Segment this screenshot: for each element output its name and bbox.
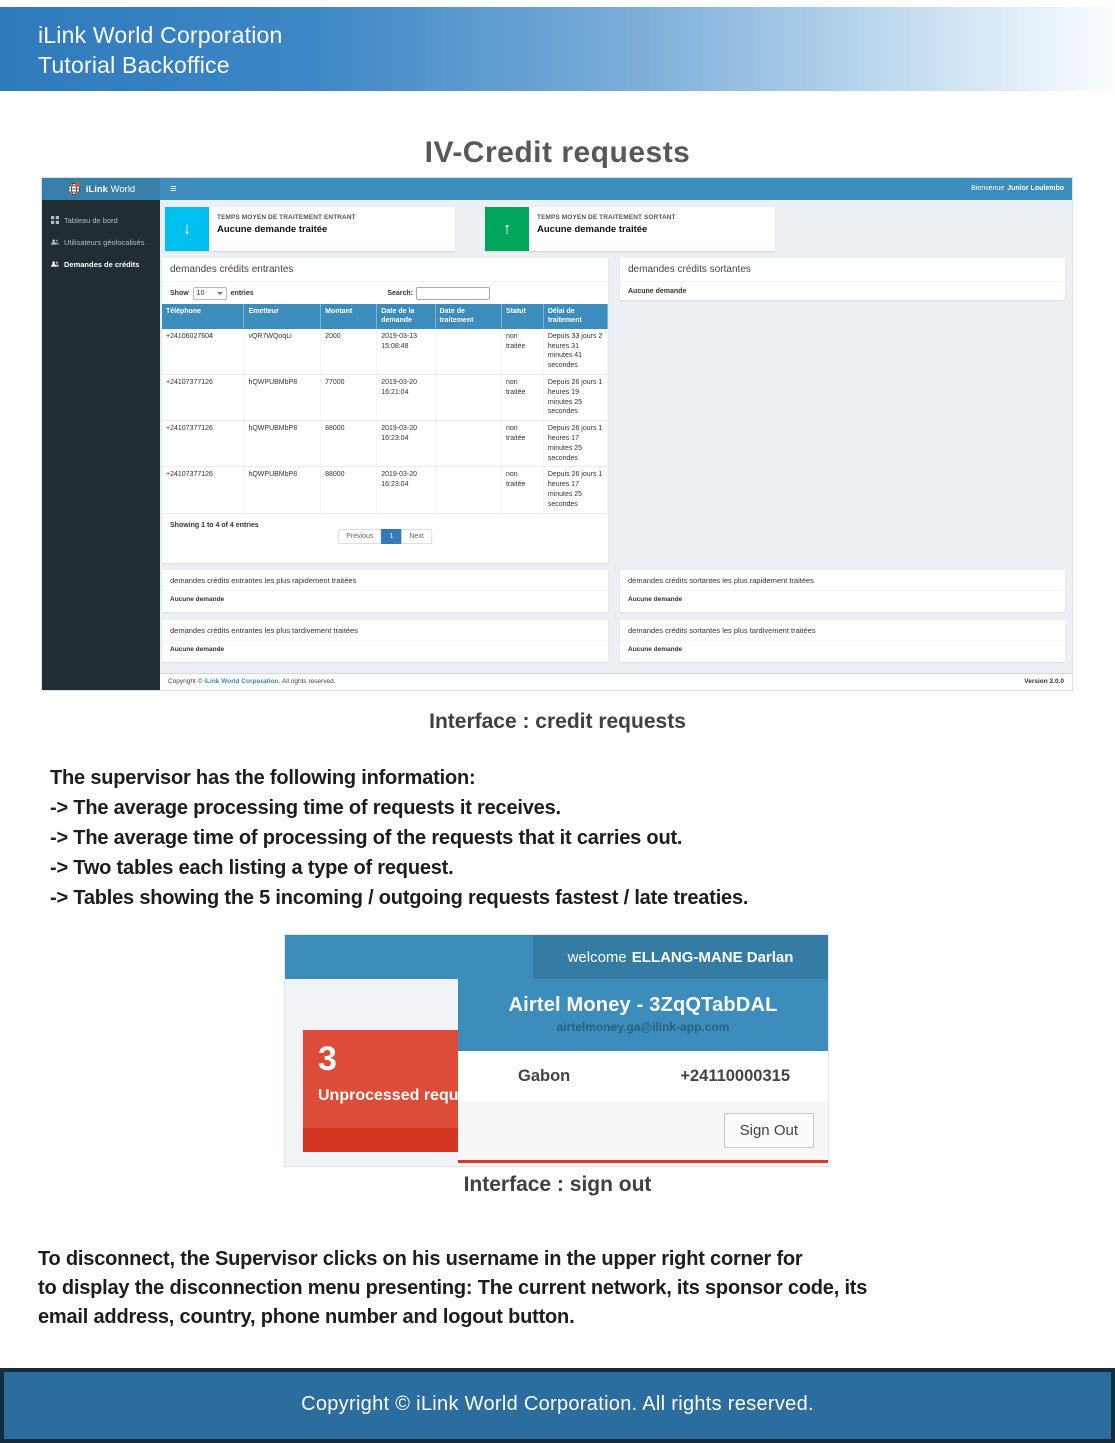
card-title: TEMPS MOYEN DE TRAITEMENT SORTANT [537, 214, 676, 221]
phone-number: +24110000315 [680, 1066, 790, 1085]
page-size-select[interactable]: 10 [193, 287, 227, 300]
previous-page-button[interactable]: Previous [338, 529, 381, 544]
user-welcome[interactable]: Bienvenue Junior Loulembo [971, 185, 1064, 192]
page-title: IV-Credit requests [424, 136, 691, 169]
empty-message: Aucune demande [170, 646, 225, 653]
card-value: Aucune demande traitée [217, 224, 328, 235]
dropdown-footer [458, 1101, 828, 1160]
column-header[interactable]: Téléphone [162, 304, 244, 329]
panel-title: demandes crédits entrantes les plus tardivement traitées [162, 620, 608, 641]
dashboard-icon [51, 216, 59, 224]
empty-message: Aucune demande [170, 596, 225, 603]
latest-incoming-panel [162, 620, 608, 662]
network-name: Airtel Money - 3ZqQTabDAL [508, 994, 778, 1016]
page-footer: Copyright © iLink World Corporation. All rights reserved. [0, 1368, 1115, 1443]
unprocessed-count: 3 [318, 1040, 337, 1078]
empty-message: Aucune demande [628, 288, 687, 295]
sign-out-button[interactable]: Sign Out [724, 1113, 814, 1148]
disconnect-paragraph: To disconnect, the Supervisor clicks on his username in the upper right corner for to display the disconnection menu presenting: The current network, its sponsor code, its email address, country, phone number and logout button. [38, 1248, 868, 1328]
signout-navbar [285, 935, 828, 979]
panel-title: demandes crédits sortantes les plus rapidement traitées [620, 570, 1065, 591]
fastest-incoming-panel [162, 570, 608, 612]
incoming-requests-table [162, 304, 608, 514]
column-header[interactable]: Délai de traitement [543, 304, 607, 329]
table-row: +24107377126 hQWPUBMbP8 77000 2019-03-20 16:21:04 non traitée Depuis 26 jours 1 heures 19 minutes 25 secondes [162, 375, 608, 421]
version-label: Version 2.0.0 [1024, 678, 1064, 685]
backoffice-navbar [42, 178, 1072, 200]
globe-icon [67, 182, 81, 196]
backoffice-screenshot [42, 178, 1072, 690]
column-header[interactable]: Statut [501, 304, 543, 329]
latest-outgoing-panel [620, 620, 1065, 662]
entries-label: entries [230, 290, 254, 297]
users-icon [51, 260, 59, 268]
app-logo[interactable] [42, 178, 160, 200]
screenshot1-caption: Interface : credit requests [429, 710, 686, 733]
card-value: Aucune demande traitée [537, 224, 648, 235]
search-group [387, 287, 490, 300]
menu-toggle-icon[interactable]: ≡ [170, 183, 177, 195]
dropdown-body [458, 1051, 828, 1101]
header-line2: Tutorial Backoffice [38, 52, 230, 78]
email-address: airtelmoney.ga@ilink-app.com [556, 1020, 730, 1034]
incoming-requests-panel [162, 258, 608, 563]
backoffice-footer: Copyright © iLink World Corporation. All rights reserved. Version 2.0.0 [160, 673, 1072, 690]
sidebar-item-tableau-de-bord[interactable]: Tableau de bord [42, 209, 160, 231]
sidebar [42, 200, 160, 690]
column-header[interactable]: Date de la demande [377, 304, 435, 329]
outgoing-requests-panel [620, 258, 1065, 300]
page-1-button[interactable]: 1 [381, 529, 401, 544]
header-line1: iLink World Corporation [38, 22, 283, 48]
dropdown-header [458, 979, 828, 1051]
table-row: +24106027604 vQR7WQoqLi 2000 2019-03-13 15:08:48 non traitée Depuis 33 jours 2 heures 31 minutes 41 secondes [162, 329, 608, 375]
search-input[interactable] [416, 287, 490, 300]
column-header[interactable]: Montant [321, 304, 377, 329]
corporation-link[interactable]: iLink World Corporation [204, 678, 279, 685]
supervisor-info-paragraph: The supervisor has the following information: -> The average processing time of requests it receives. -> The average time of processing of the requests that it carries out. -> Two tables each listing a type of request. -> Tables showing the 5 incoming / outgoing requests fastest / late treaties. [50, 767, 749, 909]
panel-title: demandes crédits sortantes les plus tardivement traitées [620, 620, 1065, 641]
card-title: TEMPS MOYEN DE TRAITEMENT ENTRANT [217, 214, 356, 221]
fastest-outgoing-panel [620, 570, 1065, 612]
panel-title: demandes crédits entrantes [162, 258, 608, 282]
unprocessed-label: Unprocessed requ [318, 1087, 459, 1104]
table-footer [162, 514, 608, 556]
panel-title: demandes crédits sortantes [620, 258, 1065, 282]
entries-summary: Showing 1 to 4 of 4 entries [170, 521, 259, 529]
arrow-down-icon: ↓ [165, 207, 209, 251]
arrow-up-icon: ↑ [485, 207, 529, 251]
user-menu-button[interactable]: welcome ELLANG-MANE Darlan [533, 935, 828, 979]
sidebar-item-demandes-de-credits[interactable]: Demandes de crédits [42, 253, 160, 275]
table-row: +24107377126 hQWPUBMbP8 88000 2019-03-20 16:23:04 non traitée Depuis 26 jours 1 heures 17 minutes 25 secondes [162, 421, 608, 467]
search-label: Search: [387, 290, 413, 297]
column-header[interactable]: Emetteur [244, 304, 321, 329]
empty-message: Aucune demande [628, 596, 683, 603]
show-label: Show [170, 290, 189, 297]
page-header [0, 7, 1115, 91]
country-label: Gabon [518, 1066, 571, 1085]
table-header-row [162, 304, 608, 329]
chevron-down-icon [217, 292, 223, 295]
sidebar-item-utilisateurs-geolocalises[interactable]: Utilisateurs géolocalisés [42, 231, 160, 253]
user-dropdown-menu [458, 979, 828, 1163]
table-controls [162, 282, 608, 304]
panel-title: demandes crédits entrantes les plus rapidement traitées [162, 570, 608, 591]
outgoing-time-card [485, 207, 775, 251]
pagination [338, 529, 432, 544]
screenshot2-caption: Interface : sign out [463, 1173, 652, 1196]
empty-message: Aucune demande [628, 646, 683, 653]
next-page-button[interactable]: Next [401, 529, 431, 544]
column-header[interactable]: Date de traitement [435, 304, 501, 329]
brand-text: iLink World [85, 183, 136, 195]
backoffice-content [160, 200, 1072, 690]
signout-screenshot [285, 935, 828, 1166]
table-row: +24107377126 hQWPUBMbP8 88000 2019-03-20 16:23:04 non traitée Depuis 26 jours 1 heures 17 minutes 25 secondes [162, 467, 608, 513]
incoming-time-card [165, 207, 455, 251]
users-icon [51, 238, 59, 246]
